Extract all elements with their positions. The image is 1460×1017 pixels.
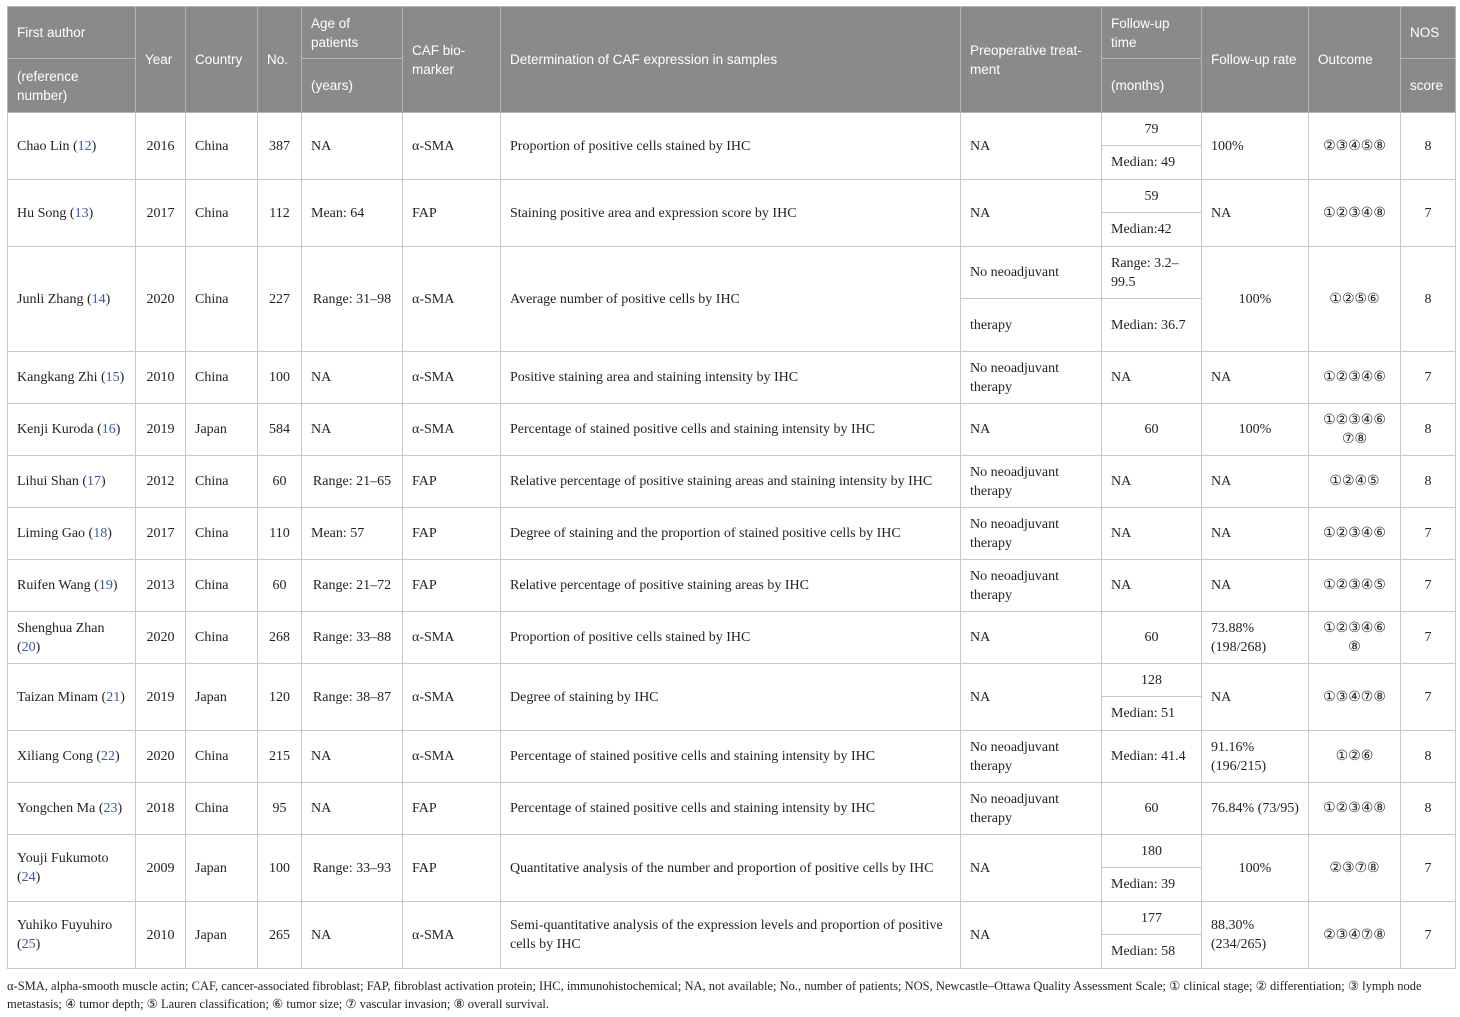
outcome-cell: ②③⑦⑧ xyxy=(1309,835,1401,902)
patients-cell: 265 xyxy=(258,902,302,969)
outcome-cell: ①③④⑦⑧ xyxy=(1309,664,1401,731)
author-cell: Kangkang Zhi (15) xyxy=(8,352,136,404)
reference-link[interactable]: 24 xyxy=(21,870,36,885)
followup-time-cell: 60 xyxy=(1102,612,1202,664)
patients-cell: 95 xyxy=(258,783,302,835)
age-cell: NA xyxy=(302,902,403,969)
preoperative-cell: No neoadjuvant therapy xyxy=(961,560,1102,612)
followup-rate-cell: 88.30% (234/265) xyxy=(1202,902,1309,969)
reference-link[interactable]: 21 xyxy=(106,689,121,705)
followup-time-cell: NA xyxy=(1102,456,1202,508)
followup-rate-cell: 91.16% (196/215) xyxy=(1202,731,1309,783)
followup-time-cell: 128 xyxy=(1102,664,1202,697)
author-name: Kenji Kuroda xyxy=(17,422,94,437)
caf-biomarker-cell: α-SMA xyxy=(403,902,501,969)
followup-rate-cell: 100% xyxy=(1202,835,1309,902)
table-row xyxy=(8,508,1456,560)
outcome-cell: ①②③④⑧ xyxy=(1309,783,1401,835)
nos-score-cell: 8 xyxy=(1401,247,1456,352)
table-row xyxy=(8,783,1456,835)
year-cell: 2013 xyxy=(136,560,186,612)
followup-time-cell: Range: 3.2–99.5 xyxy=(1102,247,1202,299)
determination-cell: Relative percentage of positive staining areas by IHC xyxy=(501,560,961,612)
age-cell: Mean: 57 xyxy=(302,508,403,560)
header-followup-rate: Follow-up rate xyxy=(1202,7,1309,113)
country-cell: Japan xyxy=(186,902,258,969)
header-nos-score: score xyxy=(1401,59,1456,113)
author-cell: Youji Fukumoto (24) xyxy=(8,835,136,902)
outcome-cell: ①②③④⑥ xyxy=(1309,508,1401,560)
followup-median-cell: Median: 36.7 xyxy=(1102,299,1202,352)
nos-score-cell: 8 xyxy=(1401,456,1456,508)
preoperative-cell: NA xyxy=(961,113,1102,180)
nos-score-cell: 8 xyxy=(1401,731,1456,783)
followup-median-cell: Median: 49 xyxy=(1102,146,1202,180)
reference-link[interactable]: 18 xyxy=(93,526,108,541)
author-name: Taizan Minam xyxy=(17,689,99,705)
caf-biomarker-cell: α-SMA xyxy=(403,113,501,180)
country-cell: China xyxy=(186,180,258,247)
caf-biomarker-cell: FAP xyxy=(403,783,501,835)
outcome-cell: ①②⑤⑥ xyxy=(1309,247,1401,352)
followup-rate-cell: NA xyxy=(1202,508,1309,560)
header-reference-number: (reference number) xyxy=(8,59,136,113)
author-cell: Yuhiko Fuyuhiro (25) xyxy=(8,902,136,969)
nos-score-cell: 7 xyxy=(1401,612,1456,664)
country-cell: China xyxy=(186,560,258,612)
table-row xyxy=(8,113,1456,146)
header-age-unit: (years) xyxy=(302,59,403,113)
patients-cell: 215 xyxy=(258,731,302,783)
author-name: Hu Song xyxy=(17,205,67,221)
followup-time-cell: 177 xyxy=(1102,902,1202,935)
preoperative-cell: No neoadjuvant therapy xyxy=(961,731,1102,783)
table-header xyxy=(8,7,1456,113)
nos-score-cell: 7 xyxy=(1401,902,1456,969)
country-cell: Japan xyxy=(186,664,258,731)
age-cell: NA xyxy=(302,352,403,404)
header-followup-time: Follow-up time xyxy=(1102,7,1202,59)
header-first-author: First author xyxy=(8,7,136,59)
country-cell: China xyxy=(186,508,258,560)
table-row xyxy=(8,560,1456,612)
year-cell: 2010 xyxy=(136,352,186,404)
author-cell: Taizan Minam (21) xyxy=(8,664,136,731)
nos-score-cell: 8 xyxy=(1401,783,1456,835)
table-footnote: α-SMA, alpha-smooth muscle actin; CAF, cancer-associated fibroblast; FAP, fibroblast activation protein; IHC, immunohistochemical; NA, not available; No., number of patients; NOS, Newcastle–Ottawa Quality Assessment Scale; ① clinical stage; ② differentiation; ③ lymph node metastasis; ④ tumor depth; ⑤ Lauren classification; ⑥ tumor size; ⑦ vascular invasion; ⑧ overall survival. xyxy=(7,979,1422,1011)
caf-biomarker-cell: α-SMA xyxy=(403,731,501,783)
patients-cell: 100 xyxy=(258,835,302,902)
table-row xyxy=(8,902,1456,935)
country-cell: Japan xyxy=(186,404,258,456)
caf-biomarker-cell: α-SMA xyxy=(403,352,501,404)
followup-rate-cell: 76.84% (73/95) xyxy=(1202,783,1309,835)
table-row xyxy=(8,247,1456,299)
patients-cell: 387 xyxy=(258,113,302,180)
header-country: Country xyxy=(186,7,258,113)
caf-biomarker-cell: α-SMA xyxy=(403,664,501,731)
determination-cell: Degree of staining by IHC xyxy=(501,664,961,731)
determination-cell: Percentage of stained positive cells and staining intensity by IHC xyxy=(501,783,961,835)
year-cell: 2019 xyxy=(136,404,186,456)
nos-score-cell: 7 xyxy=(1401,664,1456,731)
author-name: Ruifen Wang xyxy=(17,578,91,593)
author-name: Yongchen Ma xyxy=(17,801,96,816)
author-cell: Yongchen Ma (23) xyxy=(8,783,136,835)
caf-biomarker-cell: FAP xyxy=(403,835,501,902)
header-followup-unit: (months) xyxy=(1102,59,1202,113)
outcome-cell: ①②④⑤ xyxy=(1309,456,1401,508)
author-name: Kangkang Zhi xyxy=(17,370,98,385)
preoperative-cell: NA xyxy=(961,902,1102,969)
author-name: Liming Gao xyxy=(17,526,86,541)
determination-cell: Proportion of positive cells stained by IHC xyxy=(501,113,961,180)
reference-link[interactable]: 23 xyxy=(103,801,118,816)
reference-link[interactable]: 19 xyxy=(98,578,113,593)
age-cell: Range: 38–87 xyxy=(302,664,403,731)
followup-time-cell: NA xyxy=(1102,352,1202,404)
outcome-cell: ①②⑥ xyxy=(1309,731,1401,783)
table-row xyxy=(8,664,1456,697)
author-cell: Hu Song (13) xyxy=(8,180,136,247)
followup-rate-cell: NA xyxy=(1202,352,1309,404)
table-row xyxy=(8,352,1456,404)
determination-cell: Degree of staining and the proportion of stained positive cells by IHC xyxy=(501,508,961,560)
table-row xyxy=(8,404,1456,456)
followup-time-cell: 60 xyxy=(1102,404,1202,456)
author-cell: Lihui Shan (17) xyxy=(8,456,136,508)
preoperative-cell: NA xyxy=(961,180,1102,247)
preoperative-cell: No neoadjuvant therapy xyxy=(961,456,1102,508)
determination-cell: Proportion of positive cells stained by IHC xyxy=(501,612,961,664)
author-cell: Junli Zhang (14) xyxy=(8,247,136,352)
caf-biomarker-cell: FAP xyxy=(403,180,501,247)
followup-median-cell: Median:42 xyxy=(1102,213,1202,247)
followup-rate-cell: 100% xyxy=(1202,404,1309,456)
followup-time-cell: 79 xyxy=(1102,113,1202,146)
country-cell: China xyxy=(186,113,258,180)
outcome-cell: ②③④⑦⑧ xyxy=(1309,902,1401,969)
patients-cell: 60 xyxy=(258,560,302,612)
year-cell: 2019 xyxy=(136,664,186,731)
caf-biomarker-cell: α-SMA xyxy=(403,404,501,456)
table-row xyxy=(8,180,1456,213)
age-cell: Mean: 64 xyxy=(302,180,403,247)
country-cell: China xyxy=(186,247,258,352)
age-cell: NA xyxy=(302,731,403,783)
header-caf-biomarker: CAF bio-marker xyxy=(403,7,501,113)
country-cell: China xyxy=(186,783,258,835)
followup-rate-cell: NA xyxy=(1202,560,1309,612)
age-cell: Range: 21–72 xyxy=(302,560,403,612)
patients-cell: 112 xyxy=(258,180,302,247)
followup-rate-cell: 100% xyxy=(1202,247,1309,352)
determination-cell: Positive staining area and staining intensity by IHC xyxy=(501,352,961,404)
caf-biomarker-cell: FAP xyxy=(403,456,501,508)
determination-cell: Relative percentage of positive staining areas and staining intensity by IHC xyxy=(501,456,961,508)
year-cell: 2009 xyxy=(136,835,186,902)
patients-cell: 100 xyxy=(258,352,302,404)
followup-median-cell: Median: 58 xyxy=(1102,935,1202,969)
country-cell: China xyxy=(186,612,258,664)
year-cell: 2017 xyxy=(136,180,186,247)
country-cell: China xyxy=(186,352,258,404)
author-cell: Kenji Kuroda (16) xyxy=(8,404,136,456)
nos-score-cell: 8 xyxy=(1401,113,1456,180)
header-age: Age of patients xyxy=(302,7,403,59)
author-name: Shenghua Zhan xyxy=(17,620,105,636)
outcome-cell: ②③④⑤⑧ xyxy=(1309,113,1401,180)
header-outcome: Outcome xyxy=(1309,7,1401,113)
nos-score-cell: 7 xyxy=(1401,835,1456,902)
caf-biomarker-cell: α-SMA xyxy=(403,612,501,664)
followup-rate-cell: 73.88% (198/268) xyxy=(1202,612,1309,664)
table-container xyxy=(7,6,1455,969)
determination-cell: Semi-quantitative analysis of the expression levels and proportion of positive cells by IHC xyxy=(501,902,961,969)
studies-table xyxy=(7,6,1456,969)
patients-cell: 268 xyxy=(258,612,302,664)
caf-biomarker-cell: FAP xyxy=(403,560,501,612)
preoperative-cell: No neoadjuvant xyxy=(961,247,1102,299)
author-cell: Liming Gao (18) xyxy=(8,508,136,560)
author-name: Youji Fukumoto xyxy=(17,851,109,866)
table-row xyxy=(8,612,1456,664)
followup-rate-cell: NA xyxy=(1202,180,1309,247)
followup-median-cell: Median: 51 xyxy=(1102,697,1202,731)
caf-biomarker-cell: FAP xyxy=(403,508,501,560)
patients-cell: 227 xyxy=(258,247,302,352)
determination-cell: Average number of positive cells by IHC xyxy=(501,247,961,352)
table-row xyxy=(8,456,1456,508)
reference-link[interactable]: 15 xyxy=(105,370,120,385)
patients-cell: 120 xyxy=(258,664,302,731)
reference-link[interactable]: 20 xyxy=(21,639,36,655)
followup-rate-cell: 100% xyxy=(1202,113,1309,180)
year-cell: 2020 xyxy=(136,731,186,783)
followup-rate-cell: NA xyxy=(1202,456,1309,508)
outcome-cell: ①②③④⑤ xyxy=(1309,560,1401,612)
year-cell: 2018 xyxy=(136,783,186,835)
year-cell: 2010 xyxy=(136,902,186,969)
reference-link[interactable]: 17 xyxy=(87,474,102,489)
author-name: Junli Zhang xyxy=(17,291,84,307)
outcome-cell: ①②③④⑥⑦⑧ xyxy=(1309,404,1401,456)
reference-link[interactable]: 16 xyxy=(101,422,116,437)
followup-time-cell: 180 xyxy=(1102,835,1202,868)
header-nos: NOS xyxy=(1401,7,1456,59)
header-preoperative: Preoperative treat-ment xyxy=(961,7,1102,113)
outcome-cell: ①②③④⑧ xyxy=(1309,180,1401,247)
preoperative-cell: NA xyxy=(961,835,1102,902)
caf-biomarker-cell: α-SMA xyxy=(403,247,501,352)
table-row xyxy=(8,835,1456,868)
followup-median-cell: Median: 39 xyxy=(1102,868,1202,902)
preoperative-cell: NA xyxy=(961,404,1102,456)
nos-score-cell: 7 xyxy=(1401,352,1456,404)
year-cell: 2017 xyxy=(136,508,186,560)
followup-time-cell: NA xyxy=(1102,560,1202,612)
determination-cell: Percentage of stained positive cells and staining intensity by IHC xyxy=(501,404,961,456)
preoperative-cell: No neoadjuvant therapy xyxy=(961,783,1102,835)
outcome-cell: ①②③④⑥⑧ xyxy=(1309,612,1401,664)
header-year: Year xyxy=(136,7,186,113)
followup-time-cell: Median: 41.4 xyxy=(1102,731,1202,783)
outcome-cell: ①②③④⑥ xyxy=(1309,352,1401,404)
preoperative-cell-cont: therapy xyxy=(961,299,1102,352)
age-cell: NA xyxy=(302,404,403,456)
age-cell: Range: 33–93 xyxy=(302,835,403,902)
followup-time-cell: 59 xyxy=(1102,180,1202,213)
age-cell: Range: 33–88 xyxy=(302,612,403,664)
nos-score-cell: 8 xyxy=(1401,404,1456,456)
year-cell: 2012 xyxy=(136,456,186,508)
age-cell: Range: 21–65 xyxy=(302,456,403,508)
header-determination: Determination of CAF expression in samples xyxy=(501,7,961,113)
preoperative-cell: NA xyxy=(961,612,1102,664)
patients-cell: 584 xyxy=(258,404,302,456)
country-cell: China xyxy=(186,731,258,783)
country-cell: China xyxy=(186,456,258,508)
year-cell: 2016 xyxy=(136,113,186,180)
year-cell: 2020 xyxy=(136,612,186,664)
preoperative-cell: No neoadjuvant therapy xyxy=(961,508,1102,560)
determination-cell: Quantitative analysis of the number and proportion of positive cells by IHC xyxy=(501,835,961,902)
followup-rate-cell: NA xyxy=(1202,664,1309,731)
age-cell: NA xyxy=(302,113,403,180)
age-cell: Range: 31–98 xyxy=(302,247,403,352)
determination-cell: Percentage of stained positive cells and staining intensity by IHC xyxy=(501,731,961,783)
table-row xyxy=(8,731,1456,783)
author-name: Lihui Shan xyxy=(17,474,79,489)
reference-link[interactable]: 13 xyxy=(74,205,89,221)
author-cell: Shenghua Zhan (20) xyxy=(8,612,136,664)
followup-time-cell: NA xyxy=(1102,508,1202,560)
author-name: Xiliang Cong xyxy=(17,749,93,764)
nos-score-cell: 7 xyxy=(1401,560,1456,612)
preoperative-cell: No neoadjuvant therapy xyxy=(961,352,1102,404)
reference-link[interactable]: 12 xyxy=(77,138,92,154)
year-cell: 2020 xyxy=(136,247,186,352)
header-no: No. xyxy=(258,7,302,113)
determination-cell: Staining positive area and expression score by IHC xyxy=(501,180,961,247)
reference-link[interactable]: 22 xyxy=(101,749,116,764)
author-cell: Ruifen Wang (19) xyxy=(8,560,136,612)
preoperative-cell: NA xyxy=(961,664,1102,731)
author-name: Yuhiko Fuyuhiro xyxy=(17,918,113,933)
followup-time-cell: 60 xyxy=(1102,783,1202,835)
table-body xyxy=(8,113,1456,969)
reference-link[interactable]: 14 xyxy=(91,291,106,307)
patients-cell: 60 xyxy=(258,456,302,508)
reference-link[interactable]: 25 xyxy=(21,937,36,952)
nos-score-cell: 7 xyxy=(1401,180,1456,247)
nos-score-cell: 7 xyxy=(1401,508,1456,560)
author-cell: Chao Lin (12) xyxy=(8,113,136,180)
patients-cell: 110 xyxy=(258,508,302,560)
author-cell: Xiliang Cong (22) xyxy=(8,731,136,783)
author-name: Chao Lin xyxy=(17,138,70,154)
country-cell: Japan xyxy=(186,835,258,902)
age-cell: NA xyxy=(302,783,403,835)
